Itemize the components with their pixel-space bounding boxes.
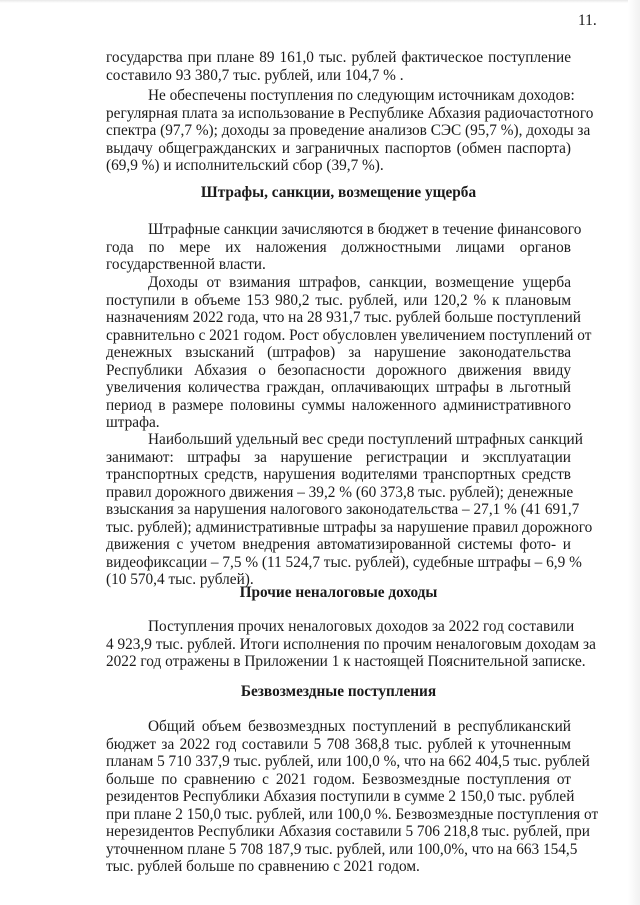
section-heading: Прочие неналоговые доходы [239, 584, 438, 601]
text-line: назначениям 2022 года, что на 28 931,7 тыс. рублей больше поступлений [106, 309, 581, 326]
text-line: года по мере их наложения должностными лицами органов [106, 238, 571, 256]
text-line: 4 923,9 тыс. рублей. Итоги исполнения по прочим неналоговым доходам за [106, 635, 596, 653]
text-line: (10 570,4 тыс. рублей). [106, 571, 254, 588]
text-line: период в размере половины суммы наложенного административного [106, 396, 571, 414]
text-line: поступили в объеме 153 980,2 тыс. рублей, или 120,2 % к плановым [106, 291, 571, 309]
text-line: Штрафные санкции зачисляются в бюджет в течение финансового [148, 221, 582, 238]
text-line: бюджет за 2022 год составили 5 708 368,8 тыс. рублей к уточненным [106, 735, 571, 753]
text-line: государства при плане 89 161,0 тыс. рублей фактическое поступление [106, 49, 571, 66]
text-line: при плане 2 150,0 тыс. рублей, или 100,0 %. Безвозмездные поступления от [106, 805, 599, 823]
text-line: нерезидентов Республики Абхазия составили 5 706 218,8 тыс. рублей, при [106, 823, 590, 840]
text-line: Не обеспечены поступления по следующим источникам доходов: [148, 87, 575, 104]
section-heading: Безвозмездные поступления [240, 683, 437, 700]
text-line: выдачу общегражданских и заграничных паспортов (обмен паспорта) [106, 139, 571, 157]
text-line: правил дорожного движения – 39,2 % (60 373,8 тыс. рублей); денежные [106, 483, 574, 501]
text-line: транспортных средств, нарушения водителями транспортных средств [106, 466, 571, 483]
text-line: больше по сравнению с 2021 годом. Безвозмездные поступления от [106, 770, 571, 788]
text-line: движения с учетом внедрения автоматизированной системы фото- и [106, 536, 571, 553]
text-line: Общий объем безвозмездных поступлений в республиканский [148, 718, 571, 735]
paragraph [106, 274, 592, 432]
text-line: денежных взысканий (штрафов) за нарушение законодательства [106, 344, 571, 361]
paragraph [106, 618, 596, 671]
page-number: 11. [578, 12, 597, 29]
text-line: составило 93 380,7 тыс. рублей, или 104,7 % . [106, 66, 404, 84]
section-heading: Штрафы, санкции, возмещение ущерба [200, 184, 477, 201]
paragraph [106, 87, 594, 175]
text-line: резидентов Республики Абхазия поступили в сумме 2 150,0 тыс. рублей [106, 788, 575, 805]
text-line: взыскания за нарушения налогового законодательства – 27,1 % (41 691,7 [106, 501, 580, 518]
scan-right-edge [628, 0, 640, 905]
text-line: видеофиксации – 7,5 % (11 524,7 тыс. рублей), судебные штрафы – 6,9 % [106, 553, 582, 571]
text-line: 2022 год отражены в Приложении 1 к настоящей Пояснительной записке. [106, 653, 586, 670]
text-line: (69,9 %) и исполнительский сбор (39,7 %). [106, 157, 384, 174]
text-line: Доходы от взимания штрафов, санкции, возмещение ущерба [148, 274, 571, 291]
text-line: Республики Абхазия о безопасности дорожного движения ввиду [106, 361, 571, 379]
paragraph [106, 221, 582, 274]
text-line: увеличения количества граждан, оплачивающих штрафы в льготный [106, 379, 571, 396]
text-line: уточненном плане 5 708 187,9 тыс. рублей, или 100,0%, что на 663 154,5 [106, 840, 578, 858]
text-line: тыс. рублей); административные штрафы за нарушение правил дорожного [106, 518, 593, 536]
scan-top-edge [0, 0, 640, 3]
text-line: сравнительно с 2021 годом. Рост обусловлен увеличением поступлений от [106, 326, 592, 344]
text-line: тыс. рублей больше по сравнению с 2021 годом. [106, 858, 420, 875]
text-line: Наибольший удельный вес среди поступлений штрафных санкций [148, 431, 583, 448]
text-line: планам 5 710 337,9 тыс. рублей, или 100,0 %, что на 662 404,5 тыс. рублей [106, 753, 590, 770]
text-line: Поступления прочих неналоговых доходов за 2022 год составили [148, 618, 575, 635]
paragraph [106, 49, 571, 84]
text-line: государственной власти. [106, 256, 266, 273]
text-line: регулярная плата за использование в Республике Абхазия радиочастотного [106, 104, 594, 122]
text-line: занимают: штрафы за нарушение регистрации и эксплуатации [106, 448, 571, 466]
paragraph [106, 431, 593, 589]
paragraph [106, 718, 599, 876]
text-line: спектра (97,7 %); доходы за проведение анализов СЭС (95,7 %), доходы за [106, 122, 591, 139]
text-line: штрафа. [106, 414, 160, 431]
